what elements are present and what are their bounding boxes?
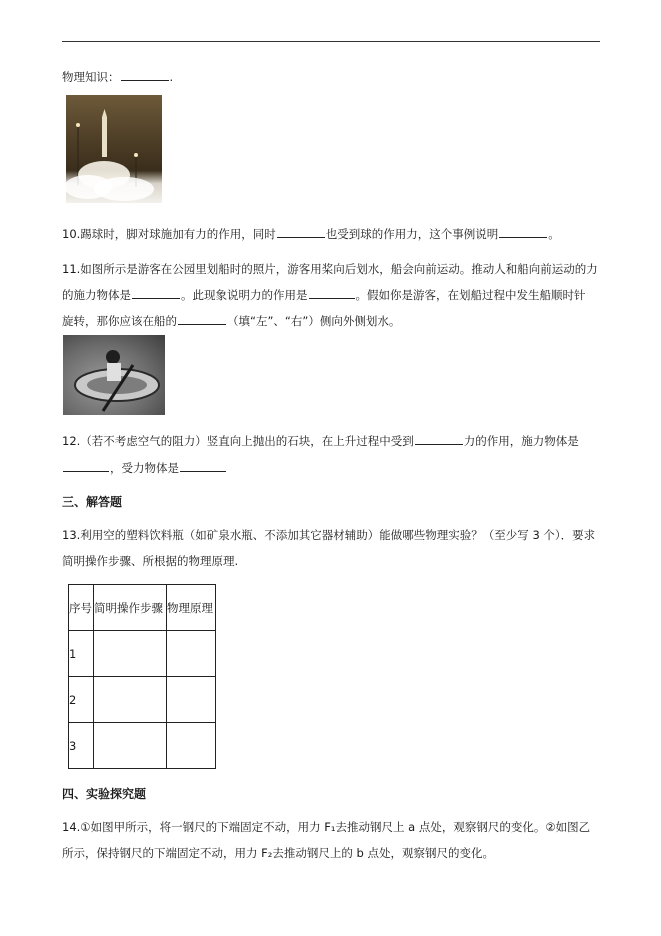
rocket-launch-photo <box>66 95 162 203</box>
table-cell: 3 <box>69 723 94 769</box>
section-4-heading: 四、实验探究题 <box>62 787 147 801</box>
q14-line-2 <box>62 845 494 861</box>
q9-line <box>62 69 173 85</box>
answer-blank[interactable] <box>277 226 325 238</box>
q12-text: ，受力物体是 <box>110 461 179 475</box>
answer-blank[interactable] <box>180 460 226 472</box>
answer-blank[interactable] <box>499 226 547 238</box>
q14-line-1 <box>62 819 590 835</box>
q9-suffix: . <box>169 70 174 84</box>
table-cell[interactable] <box>167 677 216 723</box>
answer-blank[interactable] <box>132 287 180 299</box>
table-cell[interactable] <box>167 631 216 677</box>
q12-line-2 <box>62 460 227 476</box>
experiment-table <box>68 584 216 769</box>
rowing-boat-illustration <box>63 335 165 415</box>
table-cell[interactable] <box>167 723 216 769</box>
q12-line-1 <box>62 433 579 449</box>
table-row <box>69 631 216 677</box>
q11-line-3 <box>62 313 400 329</box>
answer-blank[interactable] <box>309 287 355 299</box>
table-row <box>69 723 216 769</box>
q13-text: 简明操作步骤、所根据的物理原理. <box>62 554 239 568</box>
table-cell: 1 <box>69 631 94 677</box>
q12-text: 力的作用，施力物体是 <box>463 434 579 448</box>
rocket-launch-illustration <box>66 95 162 203</box>
q11-text: 。假如你是游客，在划船过程中发生船顺时针 <box>355 288 586 302</box>
q11-text: 的施力物体是 <box>62 288 131 302</box>
answer-blank[interactable] <box>63 460 109 472</box>
q12-text: 12.（若不考虑空气的阻力）竖直向上抛出的石块，在上升过程中受到 <box>62 434 414 448</box>
q11-line-1 <box>62 261 598 277</box>
q10-text: 10.踢球时，脚对球施加有力的作用，同时 <box>62 227 276 241</box>
q11-line-2 <box>62 287 586 303</box>
answer-blank[interactable] <box>178 313 226 325</box>
table-header-row <box>69 585 216 631</box>
answer-blank[interactable] <box>415 433 463 445</box>
q11-text: 。此现象说明力的作用是 <box>181 288 308 302</box>
table-cell[interactable] <box>94 677 167 723</box>
q13-line-1 <box>62 527 595 543</box>
table-cell[interactable] <box>94 631 167 677</box>
section-3-heading: 三、解答题 <box>62 495 123 509</box>
q10-line <box>62 226 560 242</box>
q14-text: 所示，保持钢尺的下端固定不动，用力 F₂去推动钢尺上的 b 点处，观察钢尺的变化。 <box>62 846 494 860</box>
table-header-cell: 简明操作步骤 <box>94 585 167 631</box>
table-header-cell: 物理原理 <box>167 585 216 631</box>
table-row <box>69 677 216 723</box>
table-cell[interactable] <box>94 723 167 769</box>
q10-text: 。 <box>548 227 560 241</box>
q9-prefix: 物理知识： <box>62 70 120 84</box>
q13-text: 13.利用空的塑料饮料瓶（如矿泉水瓶、不添加其它器材辅助）能做哪些物理实验？（至少写 3 个）．要求 <box>62 528 596 542</box>
answer-blank[interactable] <box>121 69 169 81</box>
q11-text: （填“左”、“右”）侧向外侧划水。 <box>227 314 401 328</box>
q11-text: 旋转，那你应该在船的 <box>62 314 177 328</box>
table-cell: 2 <box>69 677 94 723</box>
q10-text: 也受到球的作用力，这个事例说明 <box>325 227 499 241</box>
table-header-cell: 序号 <box>69 585 94 631</box>
header-rule <box>62 41 600 42</box>
rowing-boat-photo <box>63 335 165 415</box>
q13-line-2 <box>62 553 238 569</box>
q11-text: 11.如图所示是游客在公园里划船时的照片，游客用桨向后划水，船会向前运动。推动人和船向前运动的力 <box>62 262 598 276</box>
q14-text: 14.①如图甲所示，将一钢尺的下端固定不动，用力 F₁去推动钢尺上 a 点处，观察钢尺的变化。②如图乙 <box>62 820 591 834</box>
